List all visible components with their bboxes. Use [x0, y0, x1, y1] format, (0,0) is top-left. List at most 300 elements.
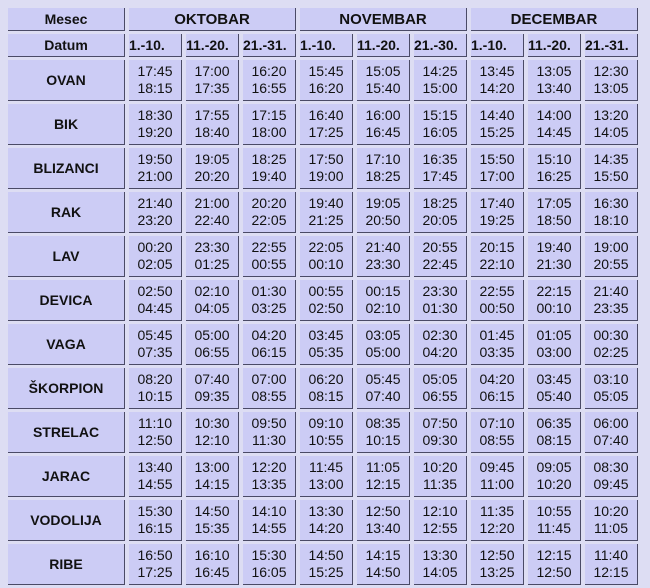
- end-time: 02:10: [365, 300, 401, 316]
- end-time: 00:10: [308, 256, 344, 272]
- time-cell: [300, 324, 353, 365]
- end-time: 15:40: [365, 80, 401, 96]
- time-cell: [585, 148, 638, 189]
- start-time: 15:05: [365, 63, 401, 79]
- end-time: 12:10: [194, 432, 230, 448]
- end-time: 20:05: [422, 212, 458, 228]
- time-cell: [243, 60, 296, 101]
- end-time: 13:00: [308, 476, 344, 492]
- end-time: 11:35: [423, 476, 457, 492]
- time-cell: [414, 324, 467, 365]
- end-time: 23:35: [593, 300, 629, 316]
- end-time: 18:00: [251, 124, 287, 140]
- month-header-oktobar: OKTOBAR: [129, 8, 296, 31]
- start-time: 10:20: [422, 459, 458, 475]
- end-time: 16:55: [251, 80, 287, 96]
- time-cell: [528, 412, 581, 453]
- time-cell: [414, 60, 467, 101]
- end-time: 02:05: [137, 256, 173, 272]
- end-time: 08:15: [308, 388, 344, 404]
- time-cell: [129, 236, 182, 277]
- time-cell: [243, 148, 296, 189]
- time-cell: [186, 544, 239, 585]
- end-time: 07:40: [593, 432, 629, 448]
- period-header: 1.-10.: [300, 34, 353, 57]
- end-time: 18:15: [137, 80, 173, 96]
- time-cell: [528, 236, 581, 277]
- end-time: 15:35: [194, 520, 230, 536]
- end-time: 08:15: [536, 432, 572, 448]
- time-cell: [585, 368, 638, 409]
- end-time: 16:45: [194, 564, 230, 580]
- start-time: 19:40: [308, 195, 344, 211]
- sign-name: DEVICA: [8, 280, 125, 321]
- end-time: 05:40: [536, 388, 572, 404]
- time-cell: [186, 368, 239, 409]
- start-time: 13:20: [593, 107, 629, 123]
- end-time: 20:55: [593, 256, 629, 272]
- end-time: 02:50: [308, 300, 344, 316]
- time-cell: [243, 104, 296, 145]
- time-cell: [528, 544, 581, 585]
- end-time: 01:30: [422, 300, 458, 316]
- start-time: 21:40: [137, 195, 173, 211]
- start-time: 20:20: [251, 195, 287, 211]
- end-time: 03:25: [251, 300, 287, 316]
- time-cell: [414, 544, 467, 585]
- time-cell: [414, 192, 467, 233]
- time-cell: [585, 280, 638, 321]
- start-time: 07:00: [251, 371, 287, 387]
- start-time: 17:10: [365, 151, 401, 167]
- end-time: 13:40: [536, 80, 572, 96]
- time-cell: [300, 192, 353, 233]
- start-time: 17:00: [194, 63, 230, 79]
- end-time: 08:55: [479, 432, 515, 448]
- sign-name: STRELAC: [8, 412, 125, 453]
- time-cell: [186, 412, 239, 453]
- time-cell: [243, 192, 296, 233]
- time-cell: [129, 148, 182, 189]
- end-time: 14:20: [479, 80, 515, 96]
- period-header: 21.-31.: [585, 34, 638, 57]
- end-time: 19:20: [137, 124, 173, 140]
- time-cell: [186, 60, 239, 101]
- sign-row: [8, 280, 638, 321]
- start-time: 03:05: [365, 327, 401, 343]
- time-cell: [129, 544, 182, 585]
- start-time: 06:00: [593, 415, 629, 431]
- sign-row: [8, 236, 638, 277]
- start-time: 14:50: [194, 503, 230, 519]
- end-time: 13:35: [251, 476, 287, 492]
- end-time: 12:50: [536, 564, 572, 580]
- start-time: 13:30: [308, 503, 344, 519]
- time-cell: [357, 236, 410, 277]
- end-time: 18:10: [593, 212, 629, 228]
- start-time: 10:55: [536, 503, 572, 519]
- end-time: 11:30: [252, 432, 286, 448]
- end-time: 16:05: [422, 124, 458, 140]
- start-time: 23:30: [422, 283, 458, 299]
- start-time: 17:45: [137, 63, 173, 79]
- time-cell: [528, 456, 581, 497]
- time-cell: [414, 456, 467, 497]
- start-time: 16:50: [137, 547, 173, 563]
- end-time: 19:25: [479, 212, 515, 228]
- end-time: 04:05: [194, 300, 230, 316]
- end-time: 02:25: [593, 344, 629, 360]
- time-cell: [414, 368, 467, 409]
- time-cell: [357, 104, 410, 145]
- start-time: 14:35: [593, 151, 629, 167]
- time-cell: [471, 104, 524, 145]
- period-header: 11.-20.: [186, 34, 239, 57]
- time-cell: [186, 500, 239, 541]
- start-time: 05:45: [137, 327, 173, 343]
- start-time: 11:35: [480, 503, 514, 519]
- time-cell: [357, 456, 410, 497]
- end-time: 06:15: [479, 388, 515, 404]
- start-time: 17:15: [251, 107, 287, 123]
- sign-name: BLIZANCI: [8, 148, 125, 189]
- time-cell: [528, 324, 581, 365]
- sign-name: VAGA: [8, 324, 125, 365]
- start-time: 05:45: [365, 371, 401, 387]
- start-time: 09:10: [308, 415, 344, 431]
- start-time: 22:55: [251, 239, 287, 255]
- start-time: 15:15: [422, 107, 458, 123]
- end-time: 22:40: [194, 212, 230, 228]
- end-time: 23:20: [137, 212, 173, 228]
- time-cell: [300, 236, 353, 277]
- start-time: 07:10: [479, 415, 515, 431]
- end-time: 17:25: [137, 564, 173, 580]
- start-time: 15:10: [536, 151, 572, 167]
- schedule-table: [4, 5, 642, 588]
- start-time: 01:45: [479, 327, 515, 343]
- time-cell: [243, 236, 296, 277]
- start-time: 14:50: [308, 547, 344, 563]
- time-cell: [528, 60, 581, 101]
- time-cell: [585, 324, 638, 365]
- end-time: 14:50: [365, 564, 401, 580]
- time-cell: [414, 280, 467, 321]
- end-time: 00:55: [251, 256, 287, 272]
- start-time: 14:40: [479, 107, 515, 123]
- time-cell: [243, 368, 296, 409]
- start-time: 21:00: [194, 195, 230, 211]
- time-cell: [414, 500, 467, 541]
- start-time: 15:50: [479, 151, 515, 167]
- time-cell: [414, 148, 467, 189]
- end-time: 18:50: [536, 212, 572, 228]
- time-cell: [243, 280, 296, 321]
- start-time: 17:40: [479, 195, 515, 211]
- start-time: 22:55: [479, 283, 515, 299]
- time-cell: [471, 192, 524, 233]
- start-time: 06:35: [536, 415, 572, 431]
- time-cell: [129, 368, 182, 409]
- end-time: 04:20: [422, 344, 458, 360]
- time-cell: [186, 324, 239, 365]
- end-time: 23:30: [365, 256, 401, 272]
- end-time: 15:25: [479, 124, 515, 140]
- start-time: 09:05: [536, 459, 572, 475]
- end-time: 16:45: [365, 124, 401, 140]
- period-header-row: [8, 34, 638, 57]
- end-time: 11:45: [537, 520, 571, 536]
- end-time: 19:40: [251, 168, 287, 184]
- start-time: 23:30: [194, 239, 230, 255]
- start-time: 18:25: [422, 195, 458, 211]
- time-cell: [129, 104, 182, 145]
- start-time: 00:30: [593, 327, 629, 343]
- time-cell: [471, 148, 524, 189]
- end-time: 04:45: [137, 300, 173, 316]
- sign-name: VODOLIJA: [8, 500, 125, 541]
- time-cell: [186, 456, 239, 497]
- start-time: 01:30: [251, 283, 287, 299]
- start-time: 03:10: [593, 371, 629, 387]
- time-cell: [300, 60, 353, 101]
- start-time: 17:05: [536, 195, 572, 211]
- start-time: 18:30: [137, 107, 173, 123]
- sign-row: [8, 368, 638, 409]
- end-time: 18:25: [365, 168, 401, 184]
- end-time: 05:05: [593, 388, 629, 404]
- time-cell: [357, 500, 410, 541]
- end-time: 10:15: [365, 432, 401, 448]
- time-cell: [414, 104, 467, 145]
- time-cell: [528, 148, 581, 189]
- time-cell: [300, 500, 353, 541]
- start-time: 16:35: [422, 151, 458, 167]
- start-time: 12:30: [593, 63, 629, 79]
- start-time: 14:10: [251, 503, 287, 519]
- end-time: 14:05: [593, 124, 629, 140]
- start-time: 11:40: [594, 547, 628, 563]
- time-cell: [243, 412, 296, 453]
- start-time: 21:40: [593, 283, 629, 299]
- time-cell: [243, 324, 296, 365]
- sign-row: [8, 60, 638, 101]
- start-time: 02:10: [194, 283, 230, 299]
- time-cell: [129, 412, 182, 453]
- start-time: 20:15: [479, 239, 515, 255]
- sign-row: [8, 456, 638, 497]
- start-time: 00:15: [365, 283, 401, 299]
- start-time: 19:50: [137, 151, 173, 167]
- end-time: 11:00: [480, 476, 514, 492]
- end-time: 16:05: [251, 564, 287, 580]
- time-cell: [243, 544, 296, 585]
- time-cell: [471, 280, 524, 321]
- time-cell: [585, 236, 638, 277]
- end-time: 07:40: [365, 388, 401, 404]
- start-time: 19:05: [194, 151, 230, 167]
- time-cell: [528, 280, 581, 321]
- time-cell: [357, 60, 410, 101]
- end-time: 12:15: [365, 476, 401, 492]
- time-cell: [300, 104, 353, 145]
- start-time: 08:20: [137, 371, 173, 387]
- end-time: 17:45: [422, 168, 458, 184]
- time-cell: [471, 60, 524, 101]
- time-cell: [357, 544, 410, 585]
- start-time: 03:45: [536, 371, 572, 387]
- month-header-decembar: DECEMBAR: [471, 8, 638, 31]
- start-time: 12:10: [422, 503, 458, 519]
- start-time: 13:00: [194, 459, 230, 475]
- time-cell: [129, 60, 182, 101]
- sign-name: LAV: [8, 236, 125, 277]
- start-time: 11:05: [366, 459, 400, 475]
- start-time: 13:45: [479, 63, 515, 79]
- start-time: 16:00: [365, 107, 401, 123]
- period-header: 11.-20.: [528, 34, 581, 57]
- sign-row: [8, 104, 638, 145]
- end-time: 22:10: [479, 256, 515, 272]
- time-cell: [585, 104, 638, 145]
- time-cell: [414, 236, 467, 277]
- time-cell: [528, 192, 581, 233]
- time-cell: [528, 500, 581, 541]
- sign-row: [8, 192, 638, 233]
- end-time: 09:35: [194, 388, 230, 404]
- end-time: 21:00: [137, 168, 173, 184]
- start-time: 19:40: [536, 239, 572, 255]
- end-time: 14:45: [536, 124, 572, 140]
- end-time: 06:55: [422, 388, 458, 404]
- start-time: 09:50: [251, 415, 287, 431]
- start-time: 14:15: [365, 547, 401, 563]
- start-time: 19:00: [593, 239, 629, 255]
- start-time: 13:40: [137, 459, 173, 475]
- end-time: 10:55: [308, 432, 344, 448]
- period-header: 11.-20.: [357, 34, 410, 57]
- end-time: 01:25: [194, 256, 230, 272]
- time-cell: [243, 500, 296, 541]
- time-cell: [357, 368, 410, 409]
- end-time: 22:05: [251, 212, 287, 228]
- time-cell: [357, 192, 410, 233]
- end-time: 18:40: [194, 124, 230, 140]
- start-time: 11:45: [309, 459, 343, 475]
- end-time: 00:10: [536, 300, 572, 316]
- time-cell: [300, 280, 353, 321]
- time-cell: [186, 148, 239, 189]
- end-time: 09:45: [593, 476, 629, 492]
- start-time: 04:20: [251, 327, 287, 343]
- end-time: 15:50: [593, 168, 629, 184]
- start-time: 05:00: [194, 327, 230, 343]
- start-time: 15:30: [251, 547, 287, 563]
- start-time: 08:30: [593, 459, 629, 475]
- end-time: 15:25: [308, 564, 344, 580]
- time-cell: [300, 148, 353, 189]
- time-cell: [300, 412, 353, 453]
- time-cell: [300, 456, 353, 497]
- time-cell: [528, 368, 581, 409]
- start-time: 16:20: [251, 63, 287, 79]
- start-time: 12:20: [251, 459, 287, 475]
- start-time: 00:55: [308, 283, 344, 299]
- time-cell: [585, 192, 638, 233]
- start-time: 14:00: [536, 107, 572, 123]
- month-header-row: [8, 8, 638, 31]
- start-time: 15:45: [308, 63, 344, 79]
- time-cell: [186, 104, 239, 145]
- sign-name: OVAN: [8, 60, 125, 101]
- end-time: 10:20: [536, 476, 572, 492]
- start-time: 08:35: [365, 415, 401, 431]
- start-time: 20:55: [422, 239, 458, 255]
- sign-row: [8, 544, 638, 585]
- time-cell: [471, 368, 524, 409]
- start-time: 22:05: [308, 239, 344, 255]
- end-time: 12:20: [479, 520, 515, 536]
- sign-name: ŠKORPION: [8, 368, 125, 409]
- end-time: 11:05: [594, 520, 628, 536]
- end-time: 06:55: [194, 344, 230, 360]
- start-time: 21:40: [365, 239, 401, 255]
- time-cell: [129, 192, 182, 233]
- time-cell: [300, 544, 353, 585]
- time-cell: [471, 412, 524, 453]
- sign-row: [8, 500, 638, 541]
- end-time: 12:15: [593, 564, 629, 580]
- month-header-novembar: NOVEMBAR: [300, 8, 467, 31]
- period-header: 21.-30.: [414, 34, 467, 57]
- start-time: 12:50: [365, 503, 401, 519]
- end-time: 13:25: [479, 564, 515, 580]
- time-cell: [585, 456, 638, 497]
- end-time: 00:50: [479, 300, 515, 316]
- start-time: 12:50: [479, 547, 515, 563]
- end-time: 12:55: [422, 520, 458, 536]
- time-cell: [243, 456, 296, 497]
- end-time: 17:35: [194, 80, 230, 96]
- datum-header: Datum: [8, 34, 125, 57]
- time-cell: [471, 456, 524, 497]
- sign-name: JARAC: [8, 456, 125, 497]
- end-time: 13:40: [365, 520, 401, 536]
- sign-name: RIBE: [8, 544, 125, 585]
- time-cell: [129, 280, 182, 321]
- end-time: 21:25: [308, 212, 344, 228]
- time-cell: [414, 412, 467, 453]
- time-cell: [357, 280, 410, 321]
- start-time: 02:50: [137, 283, 173, 299]
- start-time: 13:05: [536, 63, 572, 79]
- sign-name: RAK: [8, 192, 125, 233]
- end-time: 13:05: [593, 80, 629, 96]
- start-time: 04:20: [479, 371, 515, 387]
- time-cell: [471, 236, 524, 277]
- time-cell: [129, 456, 182, 497]
- start-time: 07:50: [422, 415, 458, 431]
- start-time: 02:30: [422, 327, 458, 343]
- time-cell: [357, 412, 410, 453]
- start-time: 03:45: [308, 327, 344, 343]
- sign-row: [8, 324, 638, 365]
- end-time: 03:35: [479, 344, 515, 360]
- mesec-header: Mesec: [8, 8, 125, 31]
- time-cell: [585, 500, 638, 541]
- time-cell: [186, 280, 239, 321]
- start-time: 13:30: [422, 547, 458, 563]
